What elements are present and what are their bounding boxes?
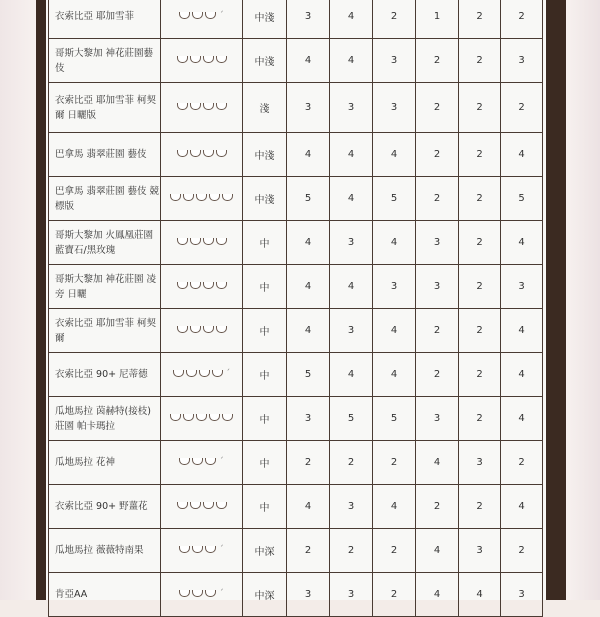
score-cell: 2: [459, 0, 501, 39]
cup-icon: [179, 458, 190, 465]
score-cell: 3: [416, 265, 459, 309]
score-cell: 4: [416, 573, 459, 617]
coffee-row: [49, 441, 543, 485]
score-cell: 2: [459, 397, 501, 441]
cup-icons: [177, 238, 227, 245]
score-cell: 3: [501, 265, 543, 309]
rating-cups: [161, 529, 243, 573]
score-cell: 2: [459, 353, 501, 397]
wall-left: [0, 0, 36, 600]
score-cell: 2: [459, 177, 501, 221]
cup-icons: [170, 194, 233, 201]
score-cell: 5: [373, 177, 416, 221]
score-cell: 2: [459, 485, 501, 529]
cup-icons: [179, 589, 224, 599]
cup-icon: [179, 12, 190, 19]
cup-icons: [177, 56, 227, 63]
coffee-menu-table: [48, 0, 543, 617]
cup-icon: [203, 103, 214, 110]
cup-icon: [177, 502, 188, 509]
score-cell: 2: [373, 441, 416, 485]
cup-icon: [209, 414, 220, 421]
score-cell: 2: [459, 83, 501, 133]
cup-icon: [177, 103, 188, 110]
coffee-row: [49, 39, 543, 83]
cup-icons: [177, 502, 227, 509]
score-cell: 4: [501, 221, 543, 265]
cup-icon: [216, 103, 227, 110]
score-cell: 3: [330, 309, 373, 353]
score-cell: 3: [287, 573, 330, 617]
score-cell: 4: [373, 485, 416, 529]
cup-icon: [205, 458, 216, 465]
wall-right: [566, 0, 600, 600]
score-cell: 4: [330, 0, 373, 39]
roast-level: 中: [243, 309, 287, 353]
rating-cups: [161, 485, 243, 529]
roast-level: 中: [243, 221, 287, 265]
score-cell: 2: [459, 265, 501, 309]
roast-level: 中淺: [243, 177, 287, 221]
cup-icon: [203, 238, 214, 245]
score-cell: 3: [287, 0, 330, 39]
coffee-row: [49, 397, 543, 441]
score-cell: 3: [330, 83, 373, 133]
coffee-name: 哥斯大黎加 火鳳凰莊園 藍寶石/黑玫瑰: [49, 221, 161, 265]
coffee-row: [49, 221, 543, 265]
rating-cups: [161, 0, 243, 39]
cup-icon: [183, 194, 194, 201]
cup-icon: [199, 370, 210, 377]
score-cell: 4: [416, 529, 459, 573]
cup-icons: [179, 545, 224, 555]
score-cell: 2: [501, 83, 543, 133]
score-cell: 4: [330, 133, 373, 177]
score-cell: 4: [373, 353, 416, 397]
score-cell: 2: [330, 441, 373, 485]
cup-icon: [177, 238, 188, 245]
score-cell: 2: [416, 485, 459, 529]
score-cell: 3: [330, 573, 373, 617]
roast-level: 中深: [243, 529, 287, 573]
half-mark: ˊ: [219, 456, 224, 467]
coffee-row: [49, 485, 543, 529]
score-cell: 4: [330, 177, 373, 221]
coffee-name: 衣索比亞 90+ 尼蒂德: [49, 353, 161, 397]
cup-icons: [177, 150, 227, 157]
cup-icons: [170, 414, 233, 421]
cup-icon: [216, 502, 227, 509]
score-cell: 2: [501, 529, 543, 573]
score-cell: 3: [373, 265, 416, 309]
score-cell: 4: [287, 309, 330, 353]
score-cell: 3: [373, 39, 416, 83]
coffee-name: 瓜地馬拉 茵赫特(接枝)莊園 帕卡瑪拉: [49, 397, 161, 441]
cup-icon: [173, 370, 184, 377]
score-cell: 4: [416, 441, 459, 485]
score-cell: 5: [501, 177, 543, 221]
cup-icon: [177, 282, 188, 289]
score-cell: 5: [287, 177, 330, 221]
roast-level: 中: [243, 485, 287, 529]
cup-icon: [192, 12, 203, 19]
coffee-row: [49, 573, 543, 617]
score-cell: 4: [287, 221, 330, 265]
score-cell: 3: [373, 83, 416, 133]
cup-icon: [203, 502, 214, 509]
roast-level: 淺: [243, 83, 287, 133]
cup-icon: [203, 326, 214, 333]
score-cell: 3: [287, 83, 330, 133]
cup-icon: [190, 103, 201, 110]
score-cell: 1: [416, 0, 459, 39]
score-cell: 2: [416, 39, 459, 83]
rating-cups: [161, 309, 243, 353]
cup-icon: [216, 238, 227, 245]
score-cell: 3: [416, 221, 459, 265]
score-cell: 2: [416, 177, 459, 221]
score-cell: 4: [459, 573, 501, 617]
score-cell: 2: [373, 573, 416, 617]
rating-cups: [161, 441, 243, 485]
coffee-row: [49, 177, 543, 221]
score-cell: 2: [416, 133, 459, 177]
coffee-name: 衣索比亞 90+ 野薑花: [49, 485, 161, 529]
roast-level: 中深: [243, 573, 287, 617]
cup-icon: [177, 150, 188, 157]
cup-icon: [216, 56, 227, 63]
coffee-name: 衣索比亞 耶加雪菲 柯契爾: [49, 309, 161, 353]
cup-icon: [177, 326, 188, 333]
cup-icon: [190, 56, 201, 63]
rating-cups: [161, 265, 243, 309]
score-cell: 3: [459, 529, 501, 573]
coffee-row: [49, 353, 543, 397]
cup-icon: [203, 56, 214, 63]
menu-table-body: [49, 0, 543, 617]
coffee-name: 哥斯大黎加 神花莊園藝伎: [49, 39, 161, 83]
score-cell: 4: [501, 397, 543, 441]
score-cell: 4: [373, 221, 416, 265]
score-cell: 3: [501, 39, 543, 83]
roast-level: 中淺: [243, 0, 287, 39]
score-cell: 2: [501, 0, 543, 39]
cup-icon: [190, 502, 201, 509]
score-cell: 5: [287, 353, 330, 397]
cup-icon: [205, 590, 216, 597]
score-cell: 2: [373, 529, 416, 573]
cup-icon: [203, 282, 214, 289]
rating-cups: [161, 177, 243, 221]
cup-icon: [186, 370, 197, 377]
score-cell: 3: [330, 485, 373, 529]
cup-icon: [190, 238, 201, 245]
score-cell: 4: [330, 265, 373, 309]
score-cell: 2: [330, 529, 373, 573]
cup-icon: [190, 326, 201, 333]
cup-icon: [190, 150, 201, 157]
cup-icon: [196, 194, 207, 201]
roast-level: 中: [243, 397, 287, 441]
score-cell: 2: [287, 441, 330, 485]
cup-icon: [209, 194, 220, 201]
score-cell: 2: [459, 39, 501, 83]
cup-icons: [177, 326, 227, 333]
rating-cups: [161, 397, 243, 441]
score-cell: 5: [373, 397, 416, 441]
roast-level: 中: [243, 441, 287, 485]
rating-cups: [161, 83, 243, 133]
half-mark: ˊ: [225, 368, 231, 379]
cup-icons: [177, 103, 227, 110]
rating-cups: [161, 353, 243, 397]
cup-icon: [170, 194, 181, 201]
score-cell: 3: [459, 441, 501, 485]
score-cell: 2: [416, 309, 459, 353]
coffee-row: [49, 265, 543, 309]
score-cell: 3: [330, 221, 373, 265]
cup-icon: [192, 590, 203, 597]
coffee-row: [49, 309, 543, 353]
score-cell: 2: [416, 83, 459, 133]
half-mark: ˊ: [219, 544, 224, 555]
score-cell: 3: [501, 573, 543, 617]
cup-icon: [192, 458, 203, 465]
score-cell: 4: [373, 309, 416, 353]
coffee-row: [49, 529, 543, 573]
score-cell: 4: [287, 39, 330, 83]
cup-icon: [203, 150, 214, 157]
score-cell: 4: [287, 265, 330, 309]
cup-icon: [216, 150, 227, 157]
coffee-name: 哥斯大黎加 神花莊園 凌旁 日曬: [49, 265, 161, 309]
coffee-name: 瓜地馬拉 花神: [49, 441, 161, 485]
score-cell: 4: [501, 309, 543, 353]
coffee-row: [49, 133, 543, 177]
score-cell: 2: [459, 221, 501, 265]
rating-cups: [161, 573, 243, 617]
cup-icon: [216, 326, 227, 333]
cup-icons: [177, 282, 227, 289]
coffee-name: 瓜地馬拉 薇薇特南果: [49, 529, 161, 573]
half-mark: ˊ: [219, 588, 224, 599]
cup-icons: [173, 369, 231, 379]
roast-level: 中淺: [243, 133, 287, 177]
roast-level: 中: [243, 353, 287, 397]
score-cell: 4: [373, 133, 416, 177]
cup-icon: [170, 414, 181, 421]
coffee-name: 肯亞AA: [49, 573, 161, 617]
cup-icon: [183, 414, 194, 421]
rating-cups: [161, 39, 243, 83]
roast-level: 中淺: [243, 39, 287, 83]
score-cell: 2: [416, 353, 459, 397]
cup-icon: [196, 414, 207, 421]
rating-cups: [161, 221, 243, 265]
coffee-row: [49, 83, 543, 133]
cup-icons: [179, 11, 224, 21]
rating-cups: [161, 133, 243, 177]
coffee-name: 衣索比亞 耶加雪菲 柯契爾 日曬版: [49, 83, 161, 133]
half-mark: ˊ: [219, 10, 224, 21]
score-cell: 2: [501, 441, 543, 485]
cup-icons: [179, 457, 224, 467]
score-cell: 2: [287, 529, 330, 573]
score-cell: 4: [287, 485, 330, 529]
coffee-name: 巴拿馬 翡翠莊園 藝伎: [49, 133, 161, 177]
score-cell: 4: [287, 133, 330, 177]
coffee-row: [49, 0, 543, 39]
cup-icon: [222, 194, 233, 201]
cup-icon: [179, 590, 190, 597]
cup-icon: [205, 12, 216, 19]
cup-icon: [177, 56, 188, 63]
score-cell: 4: [501, 353, 543, 397]
score-cell: 2: [373, 0, 416, 39]
cup-icon: [205, 546, 216, 553]
cup-icon: [216, 282, 227, 289]
roast-level: 中: [243, 265, 287, 309]
score-cell: 3: [416, 397, 459, 441]
cup-icon: [179, 546, 190, 553]
score-cell: 4: [501, 133, 543, 177]
score-cell: 4: [501, 485, 543, 529]
score-cell: 4: [330, 39, 373, 83]
coffee-name: 衣索比亞 耶加雪菲: [49, 0, 161, 39]
cup-icon: [192, 546, 203, 553]
cup-icon: [222, 414, 233, 421]
score-cell: 3: [287, 397, 330, 441]
score-cell: 4: [330, 353, 373, 397]
coffee-name: 巴拿馬 翡翠莊園 藝伎 競標版: [49, 177, 161, 221]
cup-icon: [190, 282, 201, 289]
score-cell: 5: [330, 397, 373, 441]
score-cell: 2: [459, 133, 501, 177]
cup-icon: [212, 370, 223, 377]
score-cell: 2: [459, 309, 501, 353]
